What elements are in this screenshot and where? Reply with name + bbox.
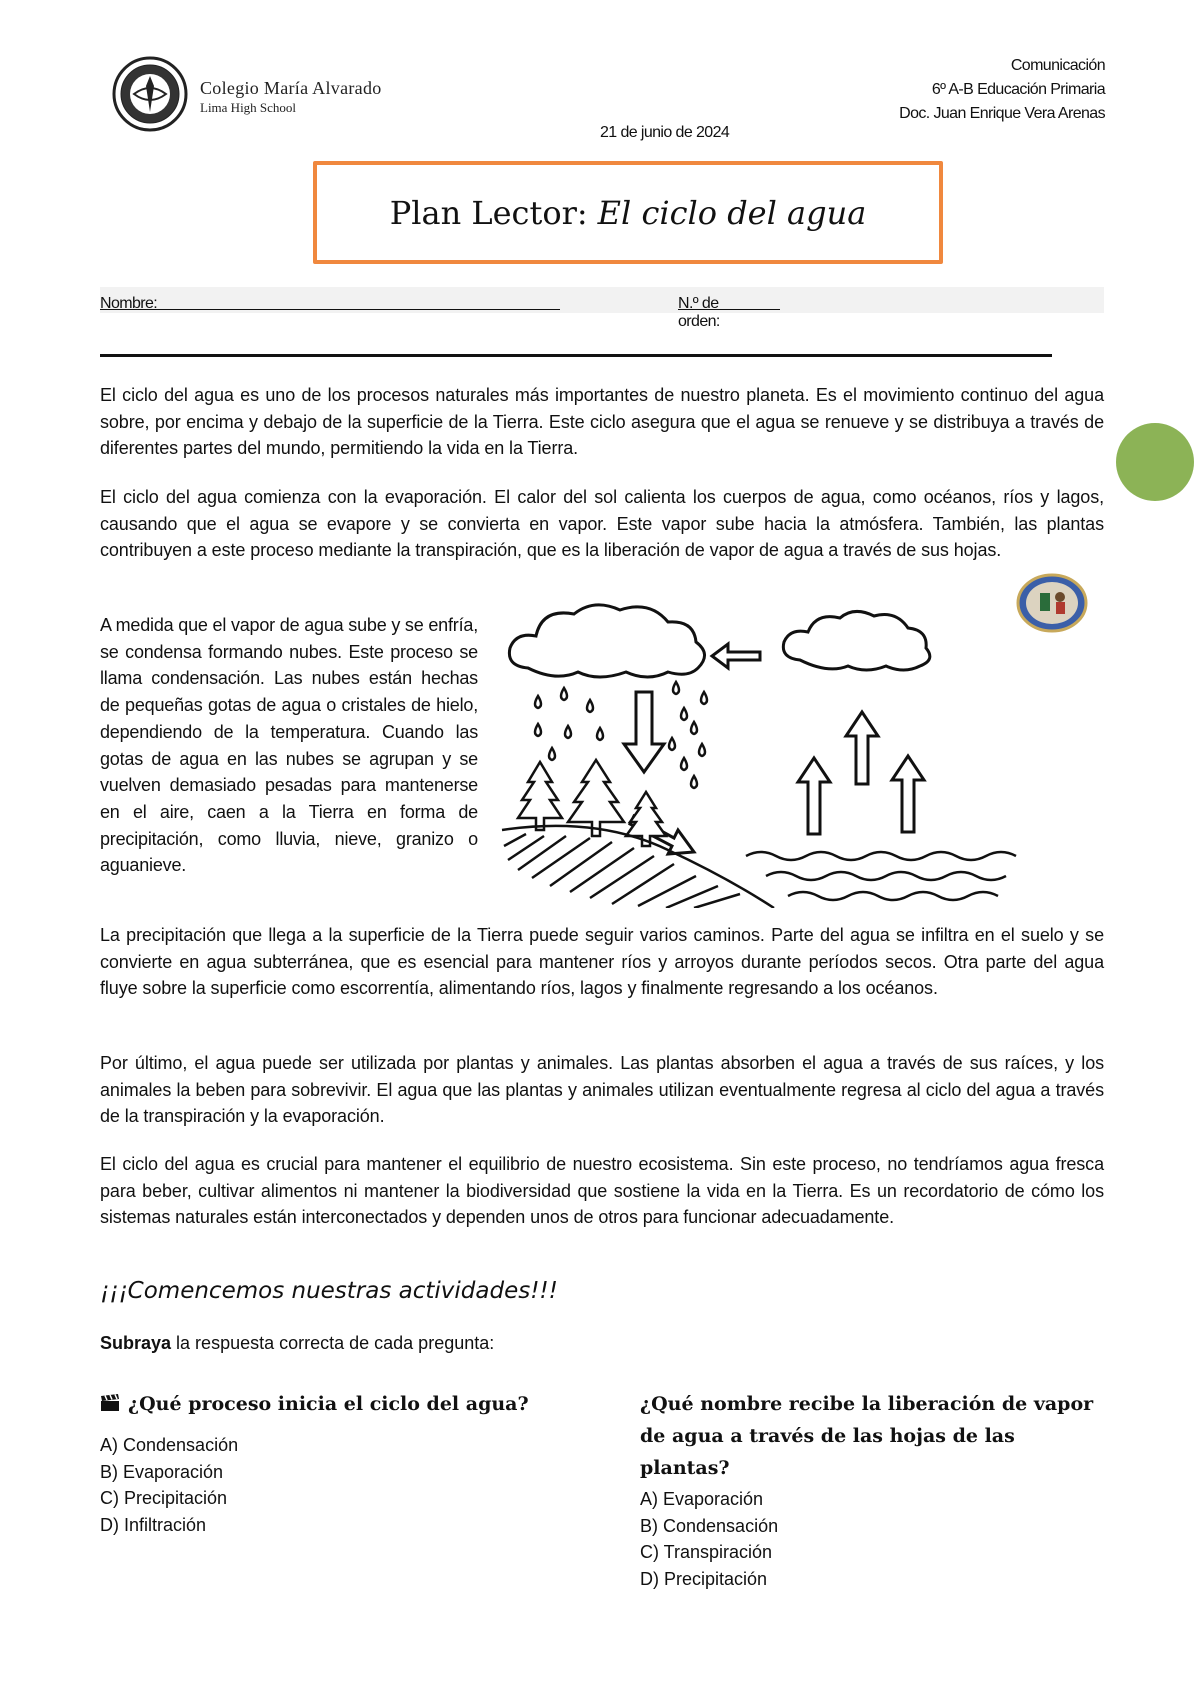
- activities-instruction: [100, 1333, 494, 1354]
- answer-option[interactable]: B) Condensación: [640, 1515, 779, 1536]
- answer-option[interactable]: D) Infiltración: [100, 1515, 207, 1536]
- paragraph: A medida que el vapor de agua sube y se enfría, se condensa formando nubes. Este proceso se llama condensación. Las nubes están hechas de pequeñas gotas de agua o cristales de hielo, dependiendo de la temperatura. Cuando las gotas de agua en las nubes se agrupan y se vuelven demasiado pesadas para mantenerse en el aire, caen a la Tierra en forma de precipitación, como lluvia, nieve, granizo o aguanieve.: [100, 615, 478, 876]
- answer-option[interactable]: C) Transpiración: [640, 1542, 773, 1563]
- student-form: [100, 287, 1104, 330]
- paragraph: Por último, el agua puede ser utilizada por plantas y animales. Las plantas absorben el agua a través de sus raíces, y los animales la beben para sobrevivir. El agua que las plantas y animales utilizan eventualmente regresa al ciclo del agua a través de la transpiración y la evaporación.: [100, 1053, 1104, 1126]
- raindrops: [535, 682, 707, 788]
- arrow-up-icon: [892, 756, 924, 832]
- water-cycle-diagram: [498, 596, 1066, 908]
- answer-option[interactable]: D) Precipitación: [640, 1569, 768, 1590]
- decorative-green-circle: [1116, 423, 1194, 501]
- instruction-text: la respuesta correcta de cada pregunta:: [171, 1333, 495, 1353]
- vapor-cloud: [783, 611, 930, 670]
- school-seal-icon: [112, 56, 188, 132]
- question-block: [640, 1388, 1110, 1593]
- question-block: [100, 1388, 600, 1539]
- question-title: [640, 1388, 1110, 1484]
- grade: 6º A-B Educación Primaria: [931, 81, 1105, 98]
- school-subtitle: Lima High School: [200, 100, 297, 115]
- title-main: El ciclo del agua: [597, 193, 867, 232]
- rain-cloud: [509, 605, 704, 677]
- activities-heading: ¡¡¡Comencemos nuestras actividades!!!: [100, 1278, 558, 1304]
- answer-options: [640, 1486, 1110, 1593]
- document-date: 21 de junio de 2024: [600, 124, 730, 141]
- question-text: ¿Qué nombre recibe la liberación de vapor de agua a través de las hojas de las plantas?: [640, 1393, 1094, 1479]
- name-label: Nombre:: [100, 295, 158, 312]
- order-label: N.º de orden:: [678, 295, 720, 330]
- title-box: [313, 161, 943, 264]
- paragraph: El ciclo del agua es crucial para mantener el equilibrio de nuestro ecosistema. Sin este proceso, no tendríamos agua fresca para beber, cultivar alimentos ni mantener la biodiversidad que sostiene la vida en la Tierra. Es un recordatorio de cómo los sistemas naturales están interconectados y dependen unos de otros para funcionar adecuadamente.: [100, 1154, 1104, 1227]
- question-title: [100, 1388, 600, 1420]
- answer-options: [100, 1432, 600, 1539]
- question-text: ¿Qué proceso inicia el ciclo del agua?: [128, 1393, 529, 1415]
- answer-option[interactable]: B) Evaporación: [100, 1461, 224, 1482]
- school-logo: [112, 56, 442, 136]
- paragraph: La precipitación que llega a la superficie de la Tierra puede seguir varios caminos. Parte del agua se infiltra en el suelo y se convierte en agua subterránea, que es esencial para mantener ríos y arroyos durante períodos secos. Otra parte del agua fluye sobre la superficie como escorrentía, alimentando ríos, lagos y finalmente regresando a los océanos.: [100, 925, 1104, 998]
- title-prefix: Plan Lector:: [389, 193, 588, 232]
- subject: Comunicación: [1010, 57, 1105, 74]
- name-field[interactable]: [100, 295, 560, 310]
- arrow-up-icon: [846, 712, 878, 784]
- water-waves: [746, 852, 1016, 860]
- order-field[interactable]: [678, 295, 780, 310]
- answer-option[interactable]: A) Evaporación: [640, 1489, 764, 1509]
- answer-option[interactable]: C) Precipitación: [100, 1488, 228, 1509]
- separator-line: [100, 354, 1052, 357]
- instruction-keyword: Subraya: [100, 1333, 172, 1353]
- arrow-left-icon: [712, 644, 760, 668]
- arrow-down-icon: [624, 692, 664, 772]
- paragraph: El ciclo del agua es uno de los procesos naturales más importantes de nuestro planeta. Es el movimiento continuo del agua sobre, por encima y debajo de la superficie de la Tierra. Este ciclo asegura que el agua se renueve y se distribuya a través de diferentes partes del mundo, permitiendo la vida en la Tierra.: [100, 385, 1104, 458]
- paragraph: El ciclo del agua comienza con la evaporación. El calor del sol calienta los cuerpos de agua, como océanos, ríos y lagos, causando que el agua se evapore y se convierta en vapor. Este vapor sube hacia la atmósfera. También, las plantas contribuyen a este proceso mediante la transpiración, que es la liberación de vapor de agua a través de sus hojas.: [100, 487, 1104, 560]
- teacher: Doc. Juan Enrique Vera Arenas: [899, 105, 1105, 122]
- document-header-info: [899, 54, 1105, 126]
- school-name: Colegio María Alvarado: [200, 78, 382, 98]
- clapperboard-icon: [100, 1394, 120, 1412]
- answer-option[interactable]: A) Condensación: [100, 1435, 239, 1455]
- arrow-up-icon: [798, 758, 830, 834]
